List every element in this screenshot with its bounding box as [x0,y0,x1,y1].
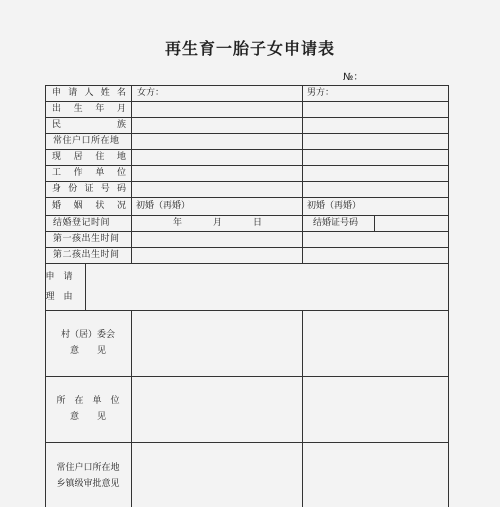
row-divider [45,442,449,443]
label-current-residence: 现居住地 [52,152,126,162]
marriage-cert-label: 结婚证号码 [313,218,359,228]
table-right-border [448,85,449,507]
label-application-reason-line2: 理 由 [45,292,73,302]
female-male-divider [302,310,303,507]
label-column-divider [85,263,86,310]
row-divider [45,376,449,377]
label-employer-opinion-2: 意 见 [69,412,106,422]
label-registered-residence: 常住户口所在地 [53,136,120,146]
label-column-divider [131,85,132,263]
male-marital-status: 初婚（再婚） [307,201,362,211]
marriage-date-year: 年 [173,218,183,228]
row-divider [45,310,449,311]
label-employer: 工作单位 [52,168,126,178]
form-table [45,85,449,507]
serial-number-label: №： [343,72,364,83]
label-marital-status: 婚姻状况 [52,201,126,211]
form-title: 再生育一胎子女申请表 [164,39,335,58]
label-township-approval: 常住户口所在地 [56,463,120,473]
label-village-committee-opinion-2: 意 见 [69,346,106,356]
label-village-committee-opinion: 村（居）委会 [60,330,115,340]
label-column-divider [131,310,132,507]
female-name-label: 女方： [137,88,165,98]
label-employer-opinion: 所 在 单 位 [56,396,120,406]
label-first-child-birth: 第一孩出生时间 [53,234,120,244]
female-male-divider [302,85,303,263]
label-birth-date: 出生年月 [52,104,126,114]
label-township-approval-2: 乡镇级审批意见 [56,479,120,489]
label-marriage-date: 结婚登记时间 [53,218,111,228]
marriage-date-day: 日 [253,218,263,228]
label-second-child-birth: 第二孩出生时间 [53,250,120,260]
label-application-reason-line1: 申 请 [45,272,73,282]
row-divider [45,263,449,264]
female-marital-status: 初婚（再婚） [136,201,191,211]
marriage-date-month: 月 [213,218,223,228]
label-ethnicity: 民族 [52,120,126,130]
cert-number-divider [374,215,375,231]
label-id-number: 身份证号码 [52,184,126,194]
label-applicant-name: 申请人姓名 [52,88,126,98]
row-divider [45,197,449,198]
male-name-label: 男方： [307,88,335,98]
